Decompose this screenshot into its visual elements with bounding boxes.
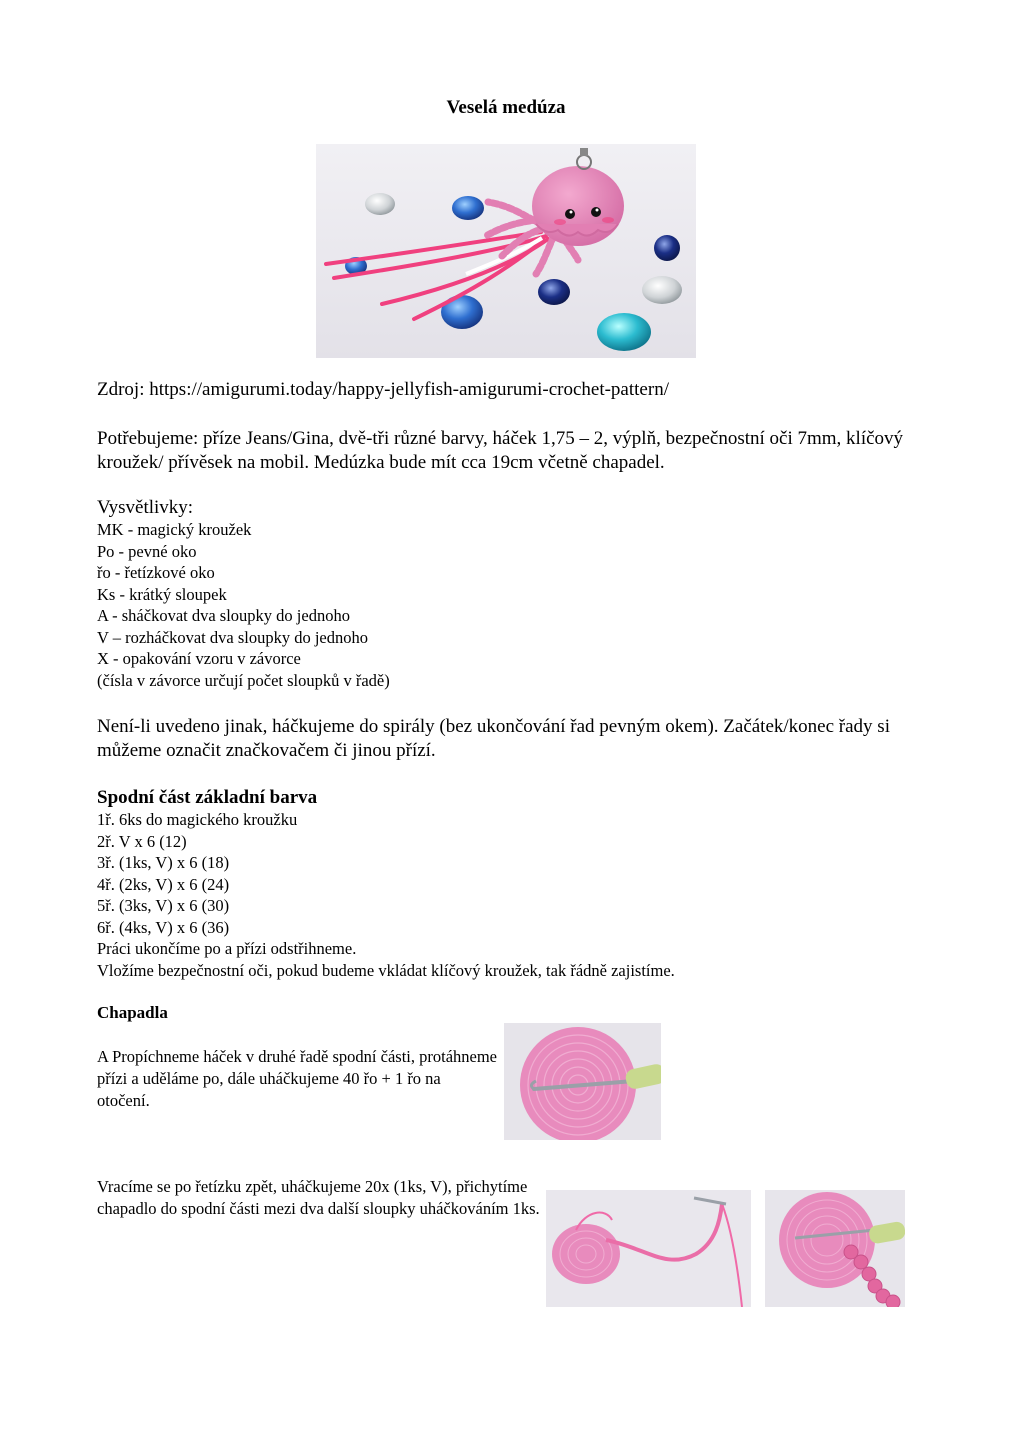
materials-paragraph: Potřebujeme: příze Jeans/Gina, dvě-tři různé barvy, háček 1,75 – 2, výplň, bezpečnostní oči 7mm, klíčový kroužek/ přívěsek na mobil. Medúzka bude mít cca 19cm včetně chapadel. [97, 428, 904, 473]
legend-item: A - sháčkovat dva sloupky do jednoho [97, 606, 350, 625]
crochet-circle-photo [504, 1023, 661, 1140]
tentacles-step1: A Propíchneme háček v druhé řadě spodní části, protáhneme přízi a uděláme po, dále uháčkujeme 40 řo + 1 řo na otočení. [97, 1047, 497, 1110]
row-instruction: 3ř. (1ks, V) x 6 (18) [97, 853, 230, 872]
row-instruction: 6ř. (4ks, V) x 6 (36) [97, 917, 230, 937]
bottom-part-heading: Spodní část základní barva [97, 787, 318, 808]
chain-photo [546, 1190, 751, 1307]
legend-item: Ks - krátký sloupek [97, 584, 227, 604]
legend-item: Po - pevné oko [97, 541, 197, 561]
legend-item: MK - magický kroužek [97, 520, 252, 539]
legend-item: V – rozháčkovat dva sloupky do jednoho [97, 627, 368, 647]
page-title: Veselá medúza [446, 97, 566, 118]
bottom-part-rows [97, 809, 675, 981]
row-instruction: 5ř. (3ks, V) x 6 (30) [97, 896, 230, 915]
jellyfish-photo [316, 144, 696, 358]
legend-heading: Vysvětlivky: [97, 497, 194, 518]
row-instruction: Vložíme bezpečnostní oči, pokud budeme vkládat klíčový kroužek, tak řádně zajistíme. [97, 960, 675, 980]
source-line: Zdroj: https://amigurumi.today/happy-jellyfish-amigurumi-crochet-pattern/ [97, 379, 669, 400]
legend-list [97, 519, 390, 691]
row-instruction: 2ř. V x 6 (12) [97, 831, 187, 851]
tentacles-step2: Vracíme se po řetízku zpět, uháčkujeme 20x (1ks, V), přichytíme chapadlo do spodní části mezi dva další sloupky uháčkováním 1ks. [97, 1177, 540, 1218]
row-instruction: 1ř. 6ks do magického kroužku [97, 810, 298, 829]
row-instruction: Práci ukončíme po a přízi odstřihneme. [97, 939, 357, 958]
tentacle-attached-photo [765, 1190, 905, 1307]
row-instruction: 4ř. (2ks, V) x 6 (24) [97, 874, 230, 894]
legend-item: (čísla v závorce určují počet sloupků v řadě) [97, 670, 390, 690]
legend-item: řo - řetízkové oko [97, 563, 215, 582]
spiral-note: Není-li uvedeno jinak, háčkujeme do spirály (bez ukončování řad pevným okem). Začátek/konec řady si můžeme označit značkovačem či jinou přízí. [97, 716, 890, 761]
legend-item: X - opakování vzoru v závorce [97, 649, 301, 668]
tentacles-heading: Chapadla [97, 1003, 168, 1022]
